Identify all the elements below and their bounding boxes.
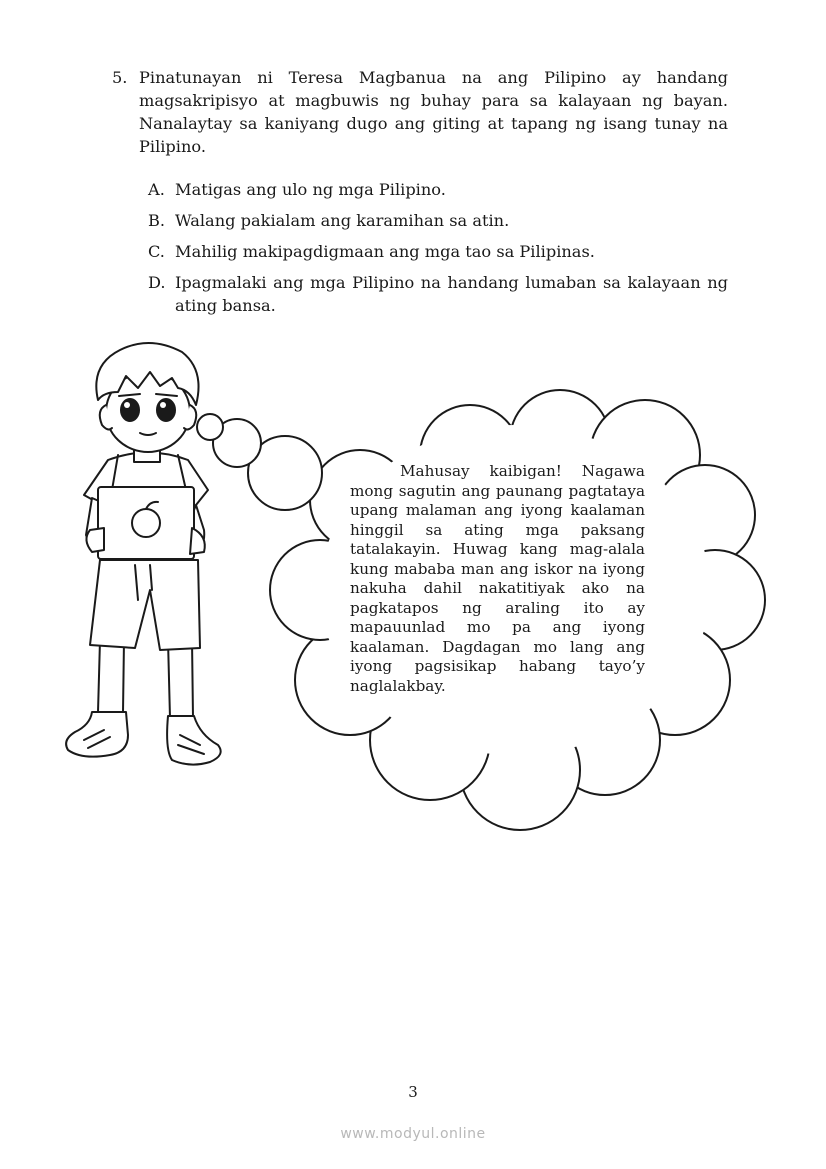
choice-letter: C. bbox=[148, 242, 165, 261]
choice-letter: B. bbox=[148, 211, 166, 230]
thought-trail bbox=[197, 414, 322, 510]
choice-letter: D. bbox=[148, 273, 166, 292]
choice-letter: A. bbox=[148, 180, 165, 199]
watermark: www.modyul.online bbox=[340, 1126, 486, 1142]
speech-text: Mahusay kaibigan! Nagawa mong sagutin ang paunang pagtataya upang malaman ang iyong kaalaman hinggil sa ating mga paksang tatalakayin. Huwag kang mag-alala kung mababa man ang iskor na iyong nakuha dahil nakatitiyak ako na pagkatapos ng araling ito ay mapauunlad mo pa ang iyong kaalaman. Dagdagan mo lang ang iyong pagsisikap habang tayo’y naglalakbay. bbox=[350, 462, 645, 695]
choice-text: Mahilig makipagdigmaan ang mga tao sa Pilipinas. bbox=[175, 242, 595, 261]
question-number: 5. bbox=[112, 68, 128, 87]
boy-character bbox=[66, 343, 221, 765]
choice-text: Walang pakialam ang karamihan sa atin. bbox=[175, 211, 510, 230]
choice-text: Matigas ang ulo ng mga Pilipino. bbox=[175, 180, 446, 199]
page-number: 3 bbox=[408, 1083, 418, 1101]
choice-text: Ipagmalaki ang mga Pilipino na handang lumaban sa kalayaan ng ating bansa. bbox=[175, 273, 728, 315]
question-text: Pinatunayan ni Teresa Magbanua na ang Pilipino ay handang magsakripisyo at magbuwis ng buhay para sa kalayaan ng bayan. Nanalaytay sa kaniyang dugo ang giting at tapang ng isang tunay na Pilipino. bbox=[139, 68, 728, 156]
